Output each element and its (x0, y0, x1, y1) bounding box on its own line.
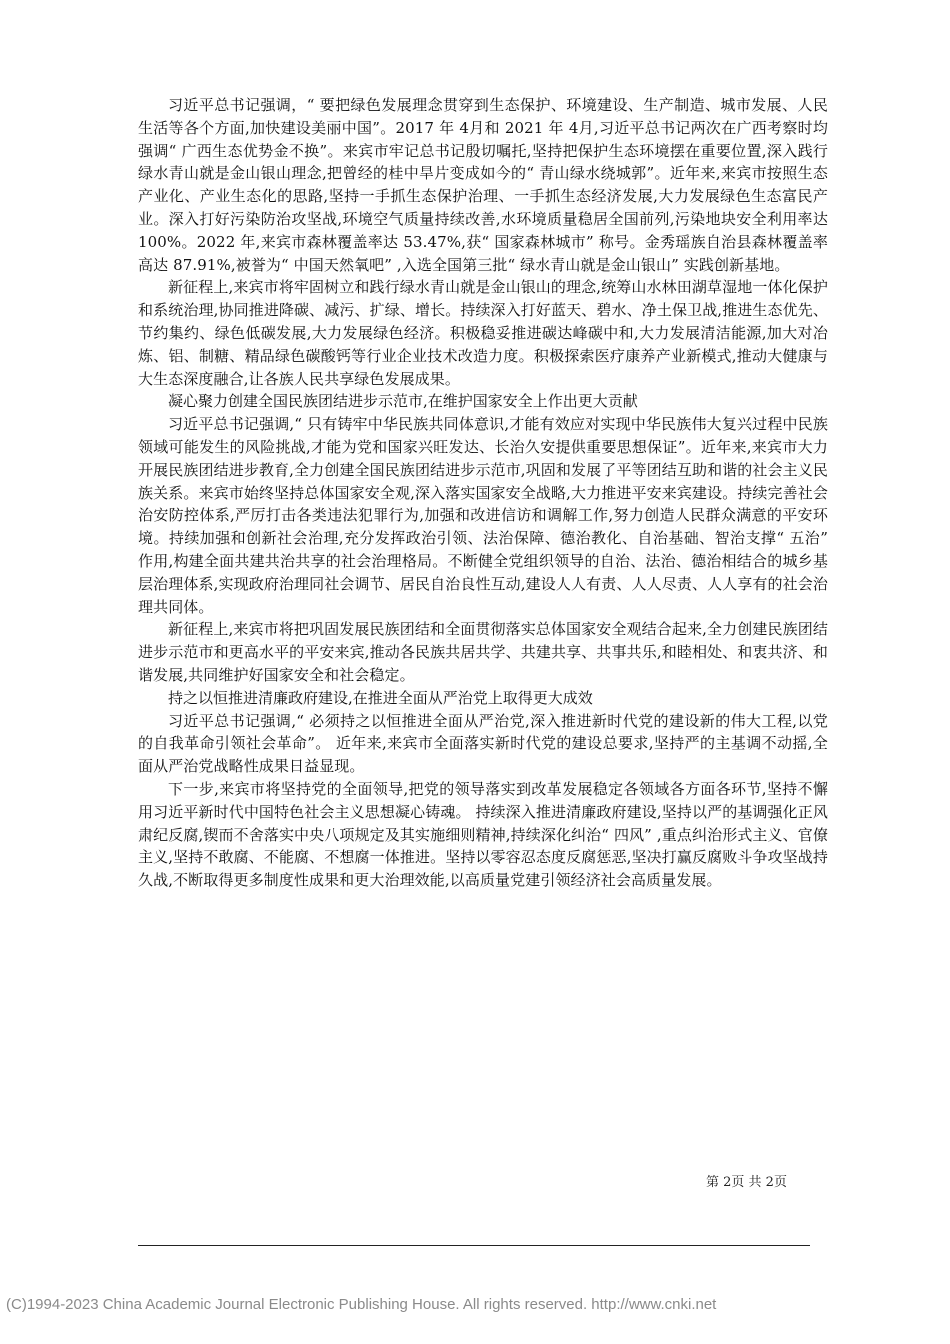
paragraph-green-development: 习近平总书记强调，“ 要把绿色发展理念贯穿到生态保护、环境建设、生产制造、城市发展、人民生活等各个方面,加快建设美丽中国”。2017 年 4月和 2021 年 4月,习近平总书记两次在广西考察时均强调“ 广西生态优势金不换”。来宾市牢记总书记殷切嘱托,坚持把保护生态环境摆在重要位置,深入践行绿水青山就是金山银山理念,把曾经的桂中旱片变成如今的“ 青山绿水绕城郭”。近年来,来宾市按照生态产业化、产业生态化的思路,坚持一手抓生态保护治理、一手抓生态经济发展,大力发展绿色生态富民产业。深入打好污染防治攻坚战,环境空气质量持续改善,水环境质量稳居全国前列,污染地块安全利用率达 100%。2022 年,来宾市森林覆盖率达 53.47%,获“ 国家森林城市” 称号。金秀瑶族自治县森林覆盖率高达 87.91%,被誉为“ 中国天然氧吧” ,入选全国第三批“ 绿水青山就是金山银山” 实践创新基地。 (138, 96, 828, 274)
paragraph-next-steps: 下一步,来宾市将坚持党的全面领导,把党的领导落实到改革发展稳定各领域各方面各环节,坚持不懈用习近平新时代中国特色社会主义思想凝心铸魂。 持续深入推进清廉政府建设,坚持以严的基调强化正风肃纪反腐,锲而不舍落实中央八项规定及其实施细则精神,持续深化纠治“ 四风” ,重点纠治形式主义、官僚主义,坚持不敢腐、不能腐、不想腐一体推进。坚持以零容忍态度反腐惩恶,坚决打赢反腐败斗争攻坚战持久战,不断取得更多制度性成果和更大治理效能,以高质量党建引领经济社会高质量发展。 (138, 779, 828, 890)
paragraph-party-discipline: 习近平总书记强调,“ 必须持之以恒推进全面从严治党,深入推进新时代党的建设新的伟大工程,以党的自我革命引领社会革命”。 近年来,来宾市全面落实新时代党的建设总要求,坚持严的主基调不动摇,全面从严治党战略性成果日益显现。 (138, 711, 828, 776)
article-body (138, 94, 828, 892)
section-heading-clean-government: 持之以恒推进清廉政府建设,在推进全面从严治党上取得更大成效 (168, 688, 593, 707)
copyright-notice: (C)1994-2023 China Academic Journal Electronic Publishing House. All rights reserved. http://www.cnki.net (6, 1296, 717, 1313)
paragraph-ethnic-unity: 习近平总书记强调,“ 只有铸牢中华民族共同体意识,才能有效应对实现中华民族伟大复兴过程中民族领域可能发生的风险挑战,才能为党和国家兴旺发达、长治久安提供重要思想保证”。近年来,来宾市大力开展民族团结进步教育,全力创建全国民族团结进步示范市,巩固和发展了平等团结互助和谐的社会主义民族关系。来宾市始终坚持总体国家安全观,深入落实国家安全战略,大力推进平安来宾建设。持续完善社会治安防控体系,严厉打击各类违法犯罪行为,加强和改进信访和调解工作,努力创造人民群众满意的平安环境。持续加强和创新社会治理,充分发挥政治引领、法治保障、德治教化、自治基础、智治支撑“ 五治” 作用,构建全面共建共治共享的社会治理格局。不断健全党组织领导的自治、法治、德治相结合的城乡基层治理体系,实现政府治理同社会调节、居民自治良性互动,建设人人有责、人人尽责、人人享有的社会治理共同体。 (138, 415, 828, 616)
paragraph-new-journey-security: 新征程上,来宾市将把巩固发展民族团结和全面贯彻落实总体国家安全观结合起来,全力创建民族团结进步示范市和更高水平的平安来宾,推动各民族共居共学、共建共享、共事共乐,和睦相处、和衷共济、和谐发展,共同维护好国家安全和社会稳定。 (138, 620, 828, 684)
section-heading-ethnic-unity: 凝心聚力创建全国民族团结进步示范市,在维护国家安全上作出更大贡献 (168, 392, 638, 411)
page-number: 第 2页 共 2页 (706, 1175, 787, 1190)
footer-divider (138, 1245, 810, 1246)
paragraph-new-journey-ecology: 新征程上,来宾市将牢固树立和践行绿水青山就是金山银山的理念,统筹山水林田湖草湿地一体化保护和系统治理,协同推进降碳、减污、扩绿、增长。持续深入打好蓝天、碧水、净土保卫战,推进生态优先、节约集约、绿色低碳发展,大力发展绿色经济。积极稳妥推进碳达峰碳中和,大力发展清洁能源,加大对冶炼、铝、制糖、精品绿色碳酸钙等行业企业技术改造力度。积极探索医疗康养产业新模式,推动大健康与大生态深度融合,让各族人民共享绿色发展成果。 (138, 278, 828, 388)
